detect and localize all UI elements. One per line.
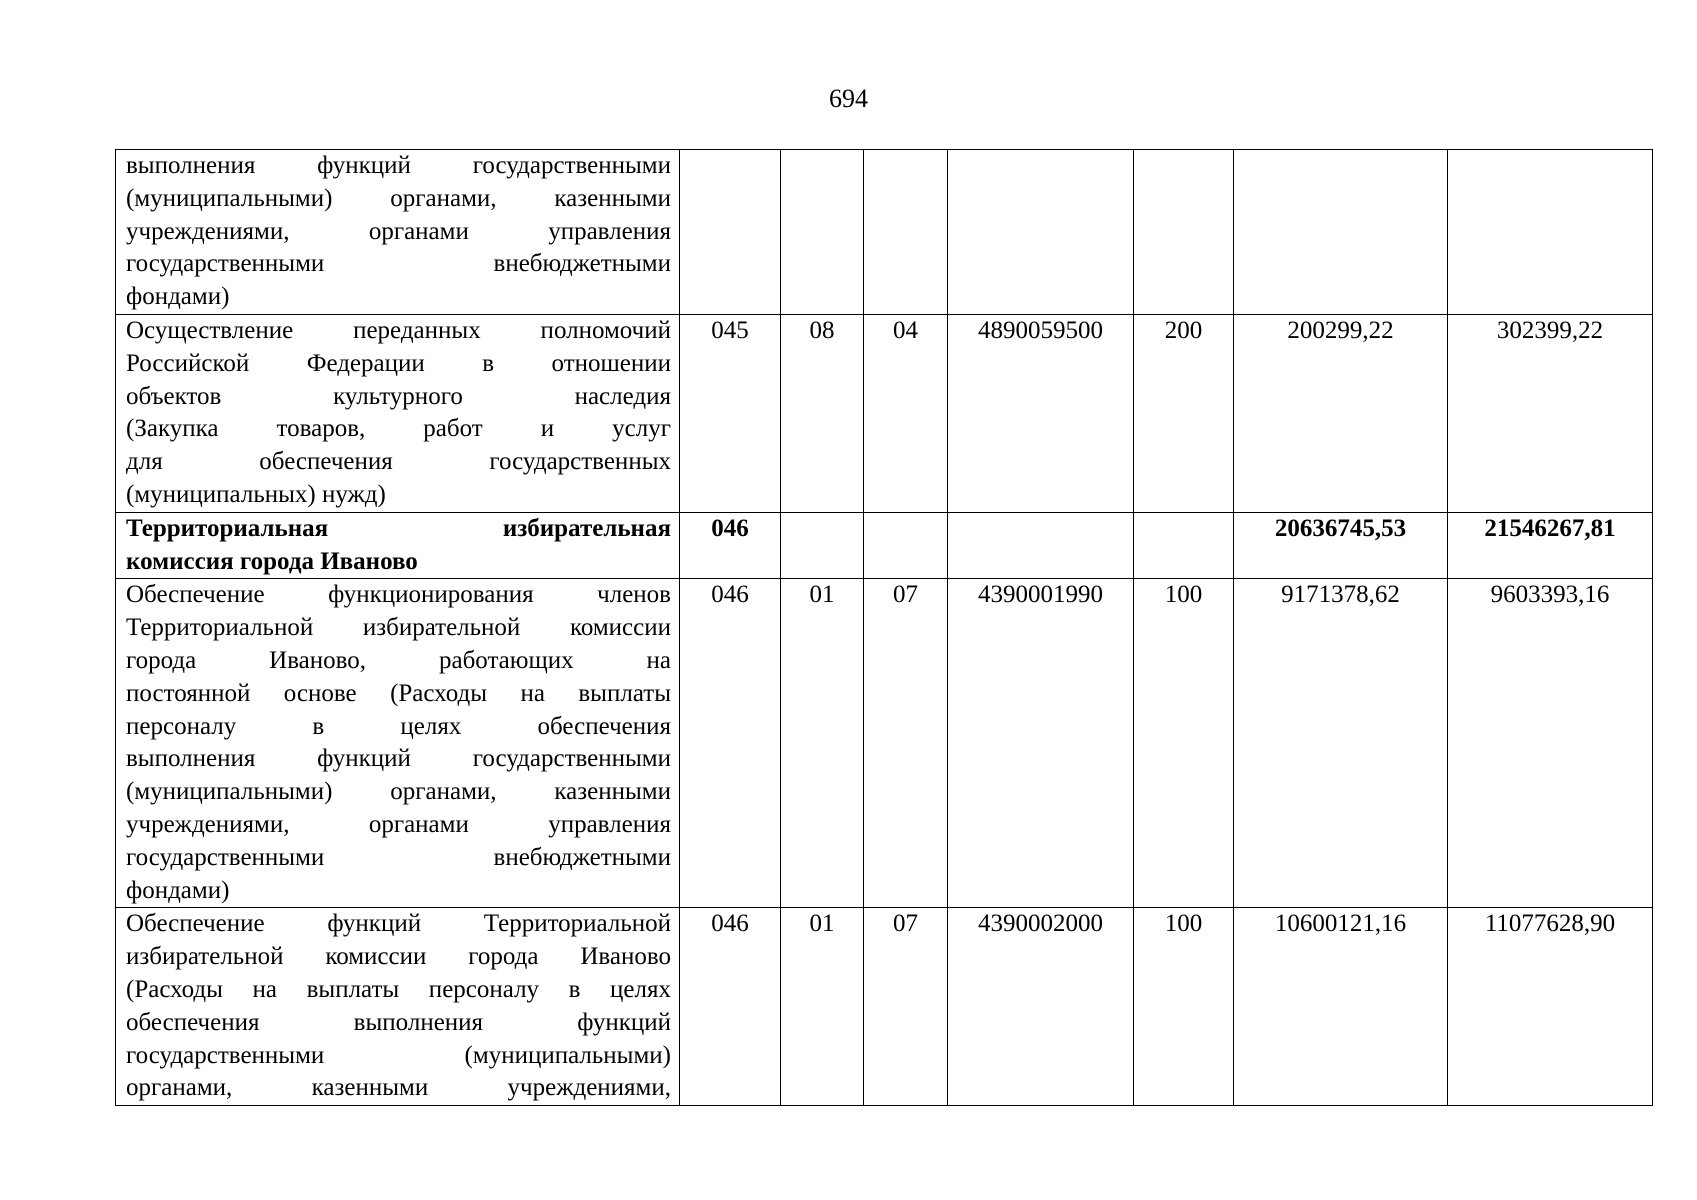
cell-section-code (781, 150, 864, 315)
cell-grbs-code: 045 (680, 314, 781, 512)
description-line: Российской Федерации в отношении (126, 349, 671, 377)
cell-subsection-code (864, 512, 948, 579)
table-row (116, 314, 1653, 512)
description-line: государственными внебюджетными (126, 843, 671, 871)
cell-target-article-code: 4890059500 (948, 314, 1134, 512)
cell-amount-year-2 (1448, 150, 1653, 315)
cell-section-code: 01 (781, 579, 864, 908)
description-line: объектов культурного наследия (126, 382, 671, 410)
cell-description (116, 579, 680, 908)
description-line: учреждениями, органами управления (126, 810, 671, 838)
description-line: персоналу в целях обеспечения (126, 712, 671, 740)
cell-subsection-code (864, 150, 948, 315)
description-line: Осуществление переданных полномочий (126, 316, 671, 344)
description-line: фондами) (126, 876, 230, 904)
cell-target-article-code (948, 512, 1134, 579)
description-line: (Расходы на выплаты персоналу в целях (126, 975, 671, 1003)
cell-subsection-code: 07 (864, 579, 948, 908)
cell-expense-type-code (1134, 150, 1234, 315)
cell-amount-year-1: 9171378,62 (1234, 579, 1448, 908)
description-line: избирательной комиссии города Иваново (126, 943, 671, 971)
budget-table (115, 149, 1653, 1106)
description-line: государственными (муниципальными) (126, 1041, 671, 1069)
description-line: государственными внебюджетными (126, 250, 671, 278)
cell-amount-year-2: 9603393,16 (1448, 579, 1653, 908)
cell-target-article-code: 4390002000 (948, 908, 1134, 1106)
description-line: Территориальная избирательная (126, 514, 671, 542)
table-row (116, 908, 1653, 1106)
cell-expense-type-code: 100 (1134, 908, 1234, 1106)
cell-amount-year-2: 21546267,81 (1448, 512, 1653, 579)
cell-amount-year-1 (1234, 150, 1448, 315)
table-body (116, 150, 1653, 1106)
description-line: учреждениями, органами управления (126, 217, 671, 245)
description-line: Обеспечение функций Территориальной (126, 910, 671, 938)
cell-grbs-code (680, 150, 781, 315)
cell-expense-type-code (1134, 512, 1234, 579)
cell-section-code: 01 (781, 908, 864, 1106)
cell-target-article-code (948, 150, 1134, 315)
cell-amount-year-2: 11077628,90 (1448, 908, 1653, 1106)
cell-amount-year-1: 20636745,53 (1234, 512, 1448, 579)
table-row (116, 579, 1653, 908)
description-line: органами, казенными учреждениями, (126, 1074, 671, 1102)
description-line: (муниципальными) органами, казенными (126, 778, 671, 806)
description-line: фондами) (126, 283, 230, 311)
description-line: (муниципальными) органами, казенными (126, 184, 671, 212)
cell-subsection-code: 07 (864, 908, 948, 1106)
description-line: Территориальной избирательной комиссии (126, 614, 671, 642)
description-line: для обеспечения государственных (126, 448, 671, 476)
description-line: (муниципальных) нужд) (126, 480, 386, 508)
description-line: (Закупка товаров, работ и услуг (126, 415, 671, 443)
table-row (116, 150, 1653, 315)
page-number: 694 (829, 84, 868, 113)
cell-section-code (781, 512, 864, 579)
cell-target-article-code: 4390001990 (948, 579, 1134, 908)
cell-grbs-code: 046 (680, 908, 781, 1106)
cell-description (116, 150, 680, 315)
cell-description (116, 512, 680, 579)
cell-description (116, 908, 680, 1106)
table-row (116, 512, 1653, 579)
description-line: обеспечения выполнения функций (126, 1008, 671, 1036)
description-line: постоянной основе (Расходы на выплаты (126, 679, 671, 707)
cell-amount-year-1: 10600121,16 (1234, 908, 1448, 1106)
description-line: Обеспечение функционирования членов (126, 581, 671, 609)
cell-section-code: 08 (781, 314, 864, 512)
cell-amount-year-2: 302399,22 (1448, 314, 1653, 512)
cell-amount-year-1: 200299,22 (1234, 314, 1448, 512)
description-line: города Иваново, работающих на (126, 646, 671, 674)
description-line: выполнения функций государственными (126, 745, 671, 773)
cell-grbs-code: 046 (680, 579, 781, 908)
cell-description (116, 314, 680, 512)
description-line: выполнения функций государственными (126, 152, 671, 179)
description-line: комиссия города Иваново (126, 547, 418, 575)
cell-expense-type-code: 200 (1134, 314, 1234, 512)
cell-expense-type-code: 100 (1134, 579, 1234, 908)
cell-subsection-code: 04 (864, 314, 948, 512)
cell-grbs-code: 046 (680, 512, 781, 579)
